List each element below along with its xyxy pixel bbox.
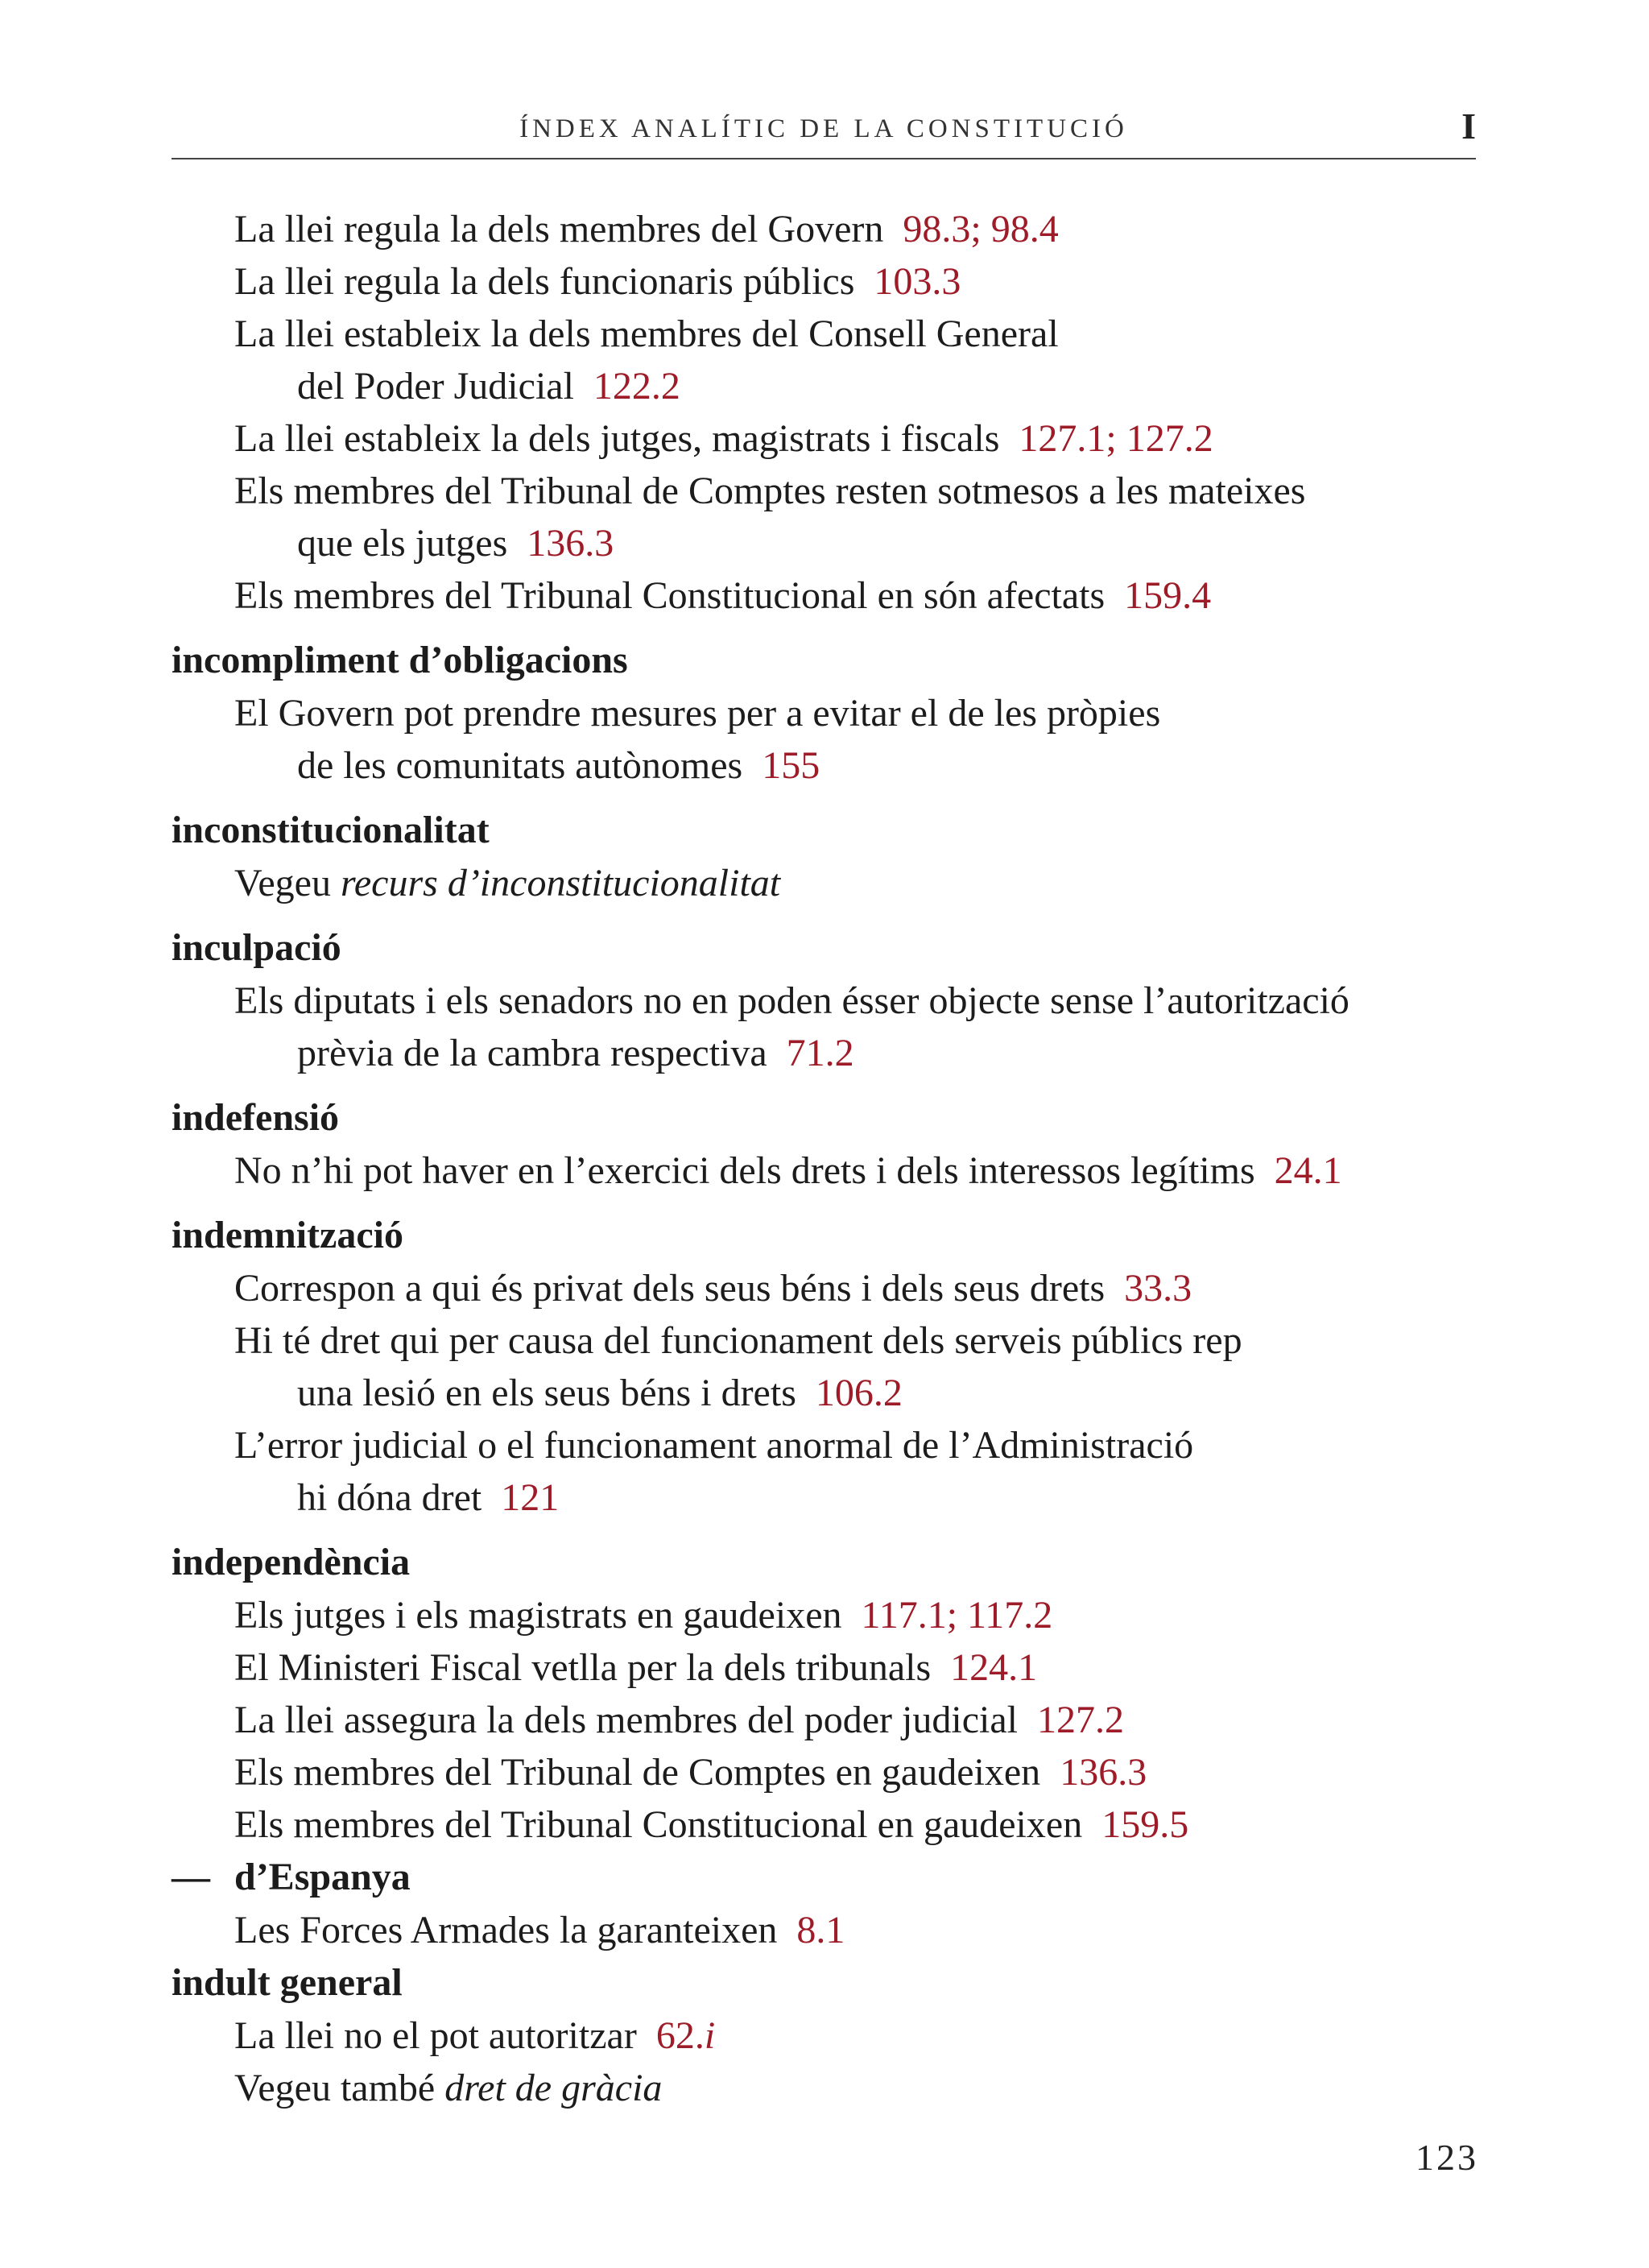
index-line: Hi té dret qui per causa del funcionament dels serveis públics rep: [234, 1319, 1242, 1362]
entry-heading: inconstitucionalitat: [172, 809, 490, 851]
article-reference: 121: [501, 1476, 560, 1519]
section-letter: I: [1461, 106, 1476, 147]
article-reference: 106.2: [815, 1372, 903, 1414]
index-line-continuation: prèvia de la cambra respectiva 71.2: [297, 1032, 854, 1074]
subentry-heading: — d’Espanya: [172, 1851, 1476, 1904]
index-line-continuation: que els jutges 136.3: [297, 522, 614, 565]
index-line: La llei regula la dels membres del Govern 98.3; 98.4: [234, 208, 1059, 250]
index-line: Els membres del Tribunal de Comptes en gaudeixen 136.3: [234, 1751, 1147, 1794]
index-line: La llei no el pot autoritzar 62.i: [234, 2014, 716, 2057]
index-body: [172, 203, 1476, 2114]
index-line: Els membres del Tribunal Constitucional en gaudeixen 159.5: [234, 1803, 1189, 1846]
entry-heading: incompliment d’obligacions: [172, 639, 628, 681]
entry-heading: indefensió: [172, 1096, 340, 1139]
article-reference: 62.i: [655, 2014, 716, 2057]
index-line: Els diputats i els senadors no en poden ésser objecte sense l’autorització: [234, 979, 1349, 1022]
index-line-continuation: de les comunitats autònomes 155: [297, 744, 820, 787]
index-line: La llei estableix la dels jutges, magistrats i fiscals 127.1; 127.2: [234, 417, 1213, 460]
article-reference: 159.5: [1101, 1803, 1189, 1846]
article-reference: 155: [762, 744, 820, 787]
running-header: [172, 103, 1476, 159]
cross-reference: Vegeu també dret de gràcia: [234, 2067, 663, 2109]
index-line: No n’hi pot haver en l’exercici dels drets i dels interessos legítims 24.1: [234, 1149, 1342, 1192]
article-reference: 127.2: [1036, 1699, 1124, 1741]
page-number: 123: [1415, 2137, 1478, 2178]
cross-reference: Vegeu recurs d’inconstitucionalitat: [234, 862, 781, 904]
article-reference: 98.3; 98.4: [903, 208, 1059, 250]
article-reference: 159.4: [1124, 574, 1212, 617]
index-line: Correspon a qui és privat dels seus béns i dels seus drets 33.3: [234, 1267, 1192, 1310]
index-line-continuation: hi dóna dret 121: [297, 1476, 560, 1519]
entry-heading: indemnització: [172, 1214, 403, 1256]
article-reference: 103.3: [874, 260, 961, 303]
entry-heading: inculpació: [172, 926, 341, 969]
index-line-continuation: del Poder Judicial 122.2: [297, 365, 680, 408]
cross-reference-target: recurs d’inconstitucionalitat: [340, 862, 781, 904]
index-line: L’error judicial o el funcionament anormal de l’Administració: [234, 1424, 1194, 1467]
index-line: Els membres del Tribunal de Comptes resten sotmesos a les mateixes: [234, 470, 1306, 512]
index-line: Els jutges i els magistrats en gaudeixen 117.1; 117.2: [234, 1594, 1053, 1637]
entry-heading: indult general: [172, 1961, 403, 2004]
article-reference: 24.1: [1274, 1149, 1342, 1192]
article-reference: 127.1; 127.2: [1019, 417, 1213, 460]
article-reference: 8.1: [796, 1909, 845, 1951]
article-reference: 33.3: [1124, 1267, 1192, 1310]
index-line-continuation: una lesió en els seus béns i drets 106.2: [297, 1372, 903, 1414]
article-reference: 136.3: [1060, 1751, 1147, 1794]
index-line: La llei estableix la dels membres del Consell General: [234, 312, 1059, 355]
index-line: Els membres del Tribunal Constitucional en són afectats 159.4: [234, 574, 1212, 617]
article-reference: 122.2: [593, 365, 680, 408]
index-line: La llei regula la dels funcionaris públics 103.3: [234, 260, 961, 303]
article-reference: 71.2: [786, 1032, 854, 1074]
running-title: ÍNDEX ANALÍTIC DE LA CONSTITUCIÓ: [519, 114, 1128, 143]
index-line: Les Forces Armades la garanteixen 8.1: [234, 1909, 845, 1951]
index-line: La llei assegura la dels membres del poder judicial 127.2: [234, 1699, 1124, 1741]
cross-reference-target: dret de gràcia: [444, 2067, 663, 2109]
dash-marker: —: [172, 1856, 210, 1898]
article-reference: 124.1: [950, 1646, 1038, 1689]
index-line: El Govern pot prendre mesures per a evitar el de les pròpies: [234, 692, 1161, 735]
article-reference: 136.3: [527, 522, 614, 565]
article-reference: 117.1; 117.2: [861, 1594, 1053, 1637]
entry-heading: independència: [172, 1541, 411, 1583]
index-line: El Ministeri Fiscal vetlla per la dels tribunals 124.1: [234, 1646, 1038, 1689]
